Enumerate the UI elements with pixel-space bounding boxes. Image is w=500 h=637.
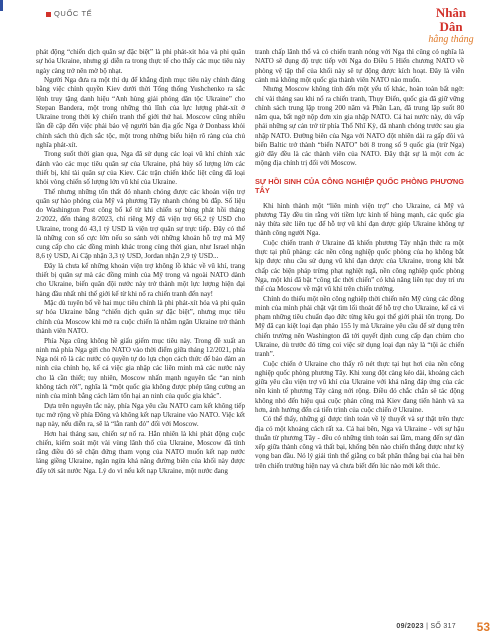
paragraph: phát động “chiến dịch quân sự đặc biệt” là phi phát-xít hóa và phi quân sự hóa Ukraine, nhưng gì diễn ra trong thực tế cho thấy các mục tiêu này ngày càng trở nên mờ bộ nhạt. <box>36 48 245 75</box>
paragraph: Khi hình thành một “liên minh viện trợ” cho Ukraine, cả Mỹ và phương Tây đều tin rằng với tiềm lực kinh tế hùng mạnh, các quốc gia này thừa sức liên tục để hỗ trợ vũ khí đạn dược giúp Ukraine không tự thành công người Nga. <box>255 201 464 238</box>
section-subheading: SỰ HỒI SINH CỦA CÔNG NGHIỆP QUỐC PHÒNG PHƯƠNG TÂY <box>255 176 464 196</box>
section-bullet-icon <box>46 12 51 17</box>
publication-logo <box>426 5 476 45</box>
paragraph: tranh chấp lãnh thổ và có chiến tranh nóng với Nga thì cũng có nghĩa là NATO sẽ đụng độ trực tiếp với Nga do Điều 5 Hiến chương NATO về phòng vệ tập thể của khối này sẽ tự động được kích hoạt. Đây là viễn cảnh mà không một quốc gia thành viên NATO nào muốn. <box>255 48 464 84</box>
issue-separator: | <box>426 623 429 630</box>
paragraph: Mặc dù tuyên bố về hai mục tiêu chính là phi phát-xít hóa và phi quân sự hóa Ukraine bằng “chiến dịch quân sự đặc biệt”, nhưng mục tiêu chính của Moscow khi mở ra cuộc chiến là nhằm ngăn Ukraine trở thành thành viên NATO. <box>36 299 245 335</box>
paragraph: Cuộc chiến tranh ở Ukraine đã khiến phương Tây nhận thức ra một thực tại phũ phàng: các nền công nghiệp quốc phòng của họ không bắt kịp được nhu cầu sử dụng vũ khí đạn dược của Ukraine, trong khi bắt chấp các biện pháp trừng phạt nghiệt ngã, nền công nghiệp quốc phòng Nga, một khi đã bật “công tắc thời chiến” có khả năng liên tục duy trì ưu thế của Moscow về mặt vũ khí trên chiến trường. <box>255 238 464 294</box>
paragraph: Hơn hai tháng sau, chiến sự nổ ra. Hẳn nhiên là khi phát động cuộc chiến, kiếm soát một vài vùng lãnh thổ của Ukraine, Moscow đã tính rằng điều đó sẽ chặn đứng tham vọng của NATO muốn kết nạp nước láng giềng Ukraine, ngăn ngừa khả năng đường biên của khối này được đẩy tới sát nước Nga. Lý do vì nếu kết nạp Ukraine, một nước đang <box>36 429 245 475</box>
logo-main-text: Nhân Dân <box>435 5 467 34</box>
page-header <box>0 0 500 48</box>
right-column <box>255 48 464 471</box>
paragraph: Đây là chưa kể những khoản viện trợ không lồ khác về vũ khí, trang thiết bị quân sự mà các đồng minh của Mỹ trong và ngoài NATO dành cho Ukraine, biến quân đội nước này trở thành một lực lượng hiện đại hàng đầu nhất nhì thế giới kể từ khi nổ ra chiến tranh đến nay! <box>36 261 245 298</box>
paragraph: Trong suốt thời gian qua, Nga đã sử dụng các loại vũ khí chính xác đánh vào các mục tiêu quân sự của Ukraine, phá hủy số lượng lớn các thiết bị, khí tài quân sự của Kiev. Các trận chiến khốc liệt cũng đã loại khỏi vòng chiến số lượng lớn vũ khí của Ukraine. <box>36 150 245 187</box>
logo-sub-text: hằng tháng <box>428 34 474 45</box>
issue-date: 09/2023 <box>396 623 424 630</box>
paragraph: Dựa trên nguyên tắc này, phía Nga yêu cầu NATO cam kết không tiếp tục mở rộng về phía Đông và không kết nạp Ukraine vào NATO. Việc kết nạp này, nếu diễn ra, sẽ là “lằn ranh đỏ” đối với Moscow. <box>36 401 245 429</box>
paragraph: Có thể thấy, những gì được tính toán về lý thuyết và sự thật trên thực địa có một khoảng cách rất xa. Cả hai bên, Nga và Ukraine - với sự hậu thuẫn từ phương Tây - đều có những tính toán sai lầm, mang đến sự dàn xếp giữa thành công và thất bại, khống bên nào chiến thắng được như kỳ vọng ban đầu. Nó lý giải tình thế giằng co bất phân thắng bại của hai bên trên chiến trường hiện nay và chưa biết đến lúc nào mới kết thúc. <box>255 415 464 470</box>
paragraph: Thế nhưng những tổn thất đó nhanh chóng được các khoản viện trợ quân sự hào phóng của Mỹ và phương Tây nhanh chóng bù đắp. Số liệu do Washington Post công bố kể từ khi chiến sự bùng phát hồi tháng 2/2022, đến tháng 8/2023, chỉ riêng Mỹ đã viện trợ 66,2 tỷ USD cho Ukraine, trong đó 43,1 tỷ USD là viện trợ quân sự trực tiếp. Đây có thể là những con số cực lớn nếu so sánh với những khoản hỗ trợ mà Mỹ cung cấp cho các đồng minh khác trong cùng thời gian, như Israel nhận 8,6 tỷ USD, Ai Cập nhận 3,3 tỷ USD, Jordan nhận 2,9 tỷ USD... <box>36 187 245 261</box>
left-column <box>36 48 245 476</box>
paragraph: Phía Nga cũng không hề giấu giếm mục tiêu này. Trong đề xuất an ninh mà phía Nga gửi cho NATO vào thời điểm giữa tháng 12/2021, phía Nga nói rõ là các nước có quyền tự do lựa chọn cách thức để bảo đảm an ninh của chính họ, kể cả việc gia nhập các liên minh mà các nước này cho là cần thiết; tuy nhiên, Moscow nhấn mạnh nguyên tắc “an ninh không tách rời”, nghĩa là “một quốc gia không được phép tăng cường an ninh của mình bằng cách làm tổn hại an ninh của quốc gia khác”. <box>36 336 245 401</box>
page-footer <box>0 620 500 637</box>
paragraph: Cuộc chiến ở Ukraine cho thấy rõ nét thực tại hụt hơi của nền công nghiệp quốc phòng phương Tây. Khi xung đột càng kéo dài, khoảng cách giữa yêu cầu viện trợ vũ khí của Ukraine với khả năng đáp ứng của các nền kinh tế phương Tây càng nới rộng. Điều đó chắc chắn sẽ tác động không nhỏ đến hiệu quả cuộc phản công mà Kiev đang tiến hành và xa hơn, ảnh hưởng đến cả tiến trình của cuộc chiến ở Ukraine. <box>255 359 464 414</box>
section-color-bar <box>0 0 3 11</box>
paragraph: Chính do thiếu một nền công nghiệp thời chiến nên Mỹ cùng các đồng minh của mình phải chật vật tìm lối thoát để hỗ trợ cho Ukraine, kể cả vi phạm những tiêu chuẩn đạo đức từng kêu gọi thế giới phải tôn trọng. Do Mỹ đã cạn kiệt loại đạn pháo 155 ly mà Ukraine yêu cầu để sử dụng trên chiến trường nên Washington đã tới quyết định cung cấp đạn chùm cho Ukraine, dù trước đó từng coi việc sử dụng loại đạn này là “tội ác chiến tranh”. <box>255 294 464 359</box>
section-label: QUỐC TẾ <box>54 9 93 18</box>
paragraph: Người Nga đưa ra một thí dụ để khẳng định mục tiêu này chính đáng bằng việc chính quyền Kiev dưới thời Tổng thống Yushchenko ra sắc lệnh truy tặng danh hiệu “Anh hùng giải phóng dân tộc Ukraine” cho Stepan Bandera, một trong những thủ lĩnh của lực lượng phát-xít ở Ukraine trong thời kỳ chiến tranh thế giới thứ hai. Moscow cũng nhiều lần đề cập đến việc phải bảo vệ người bản địa gốc Nga ở Donbass khỏi chính sách thù địch sắc tộc, một trong những biểu hiện rõ ràng của chủ nghĩa phát-xít. <box>36 76 245 149</box>
page-number: 53 <box>476 620 490 634</box>
paragraph: Nhưng Moscow không tính đến một yếu tố khác, hoàn toàn bất ngờ: chỉ vài tháng sau khi nổ ra chiến tranh, Thụy Điển, quốc gia đã giữ vững chính sách trung lập trong 200 năm và Phần Lan, đã trung lập suốt 80 năm qua, bất ngờ nộp đơn xin gia nhập NATO. Cả hai nước này, dù vấp phải những sự cản trở từ phía Thổ Nhĩ Kỳ, đã nhanh chóng trước sau gia nhập NATO. Đường biên của Nga với NATO đột nhiên dài ra gấp đôi và biển Baltic trở thành “biển NATO” bởi 8 trong số 9 quốc gia (trừ Nga) giờ đây đều là các thành viên của NATO. Đây thật sự là một cơn ác mộng địa chính trị đối với Moscow. <box>255 85 464 168</box>
issue-number: SỐ 317 <box>430 623 456 630</box>
issue-info <box>396 623 456 630</box>
